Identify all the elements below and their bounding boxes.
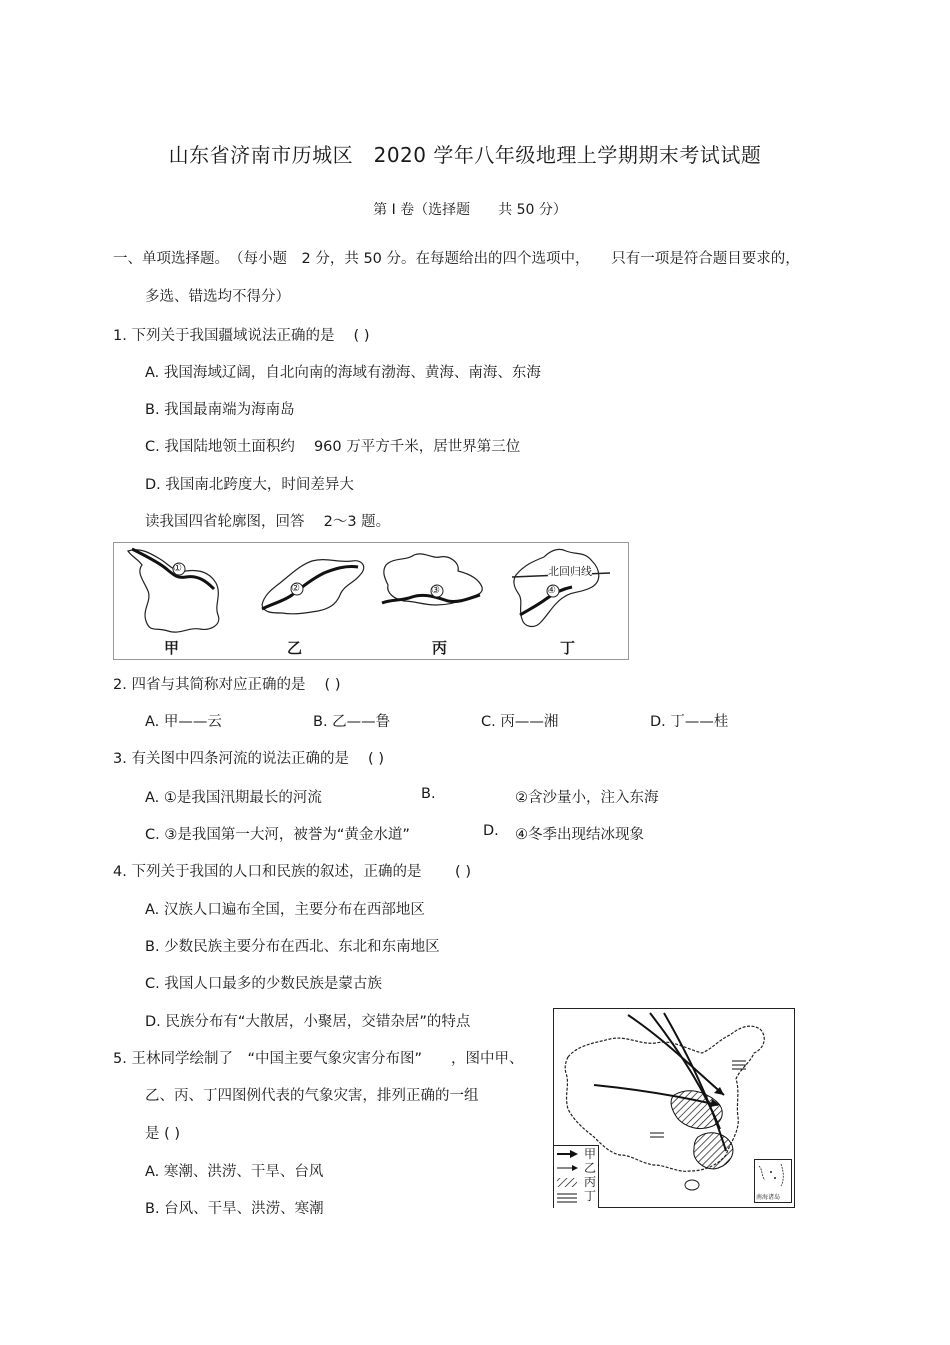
q4-option-b: B. 少数民族主要分布在西北、东北和东南地区 xyxy=(145,939,440,955)
weather-disaster-map xyxy=(553,1008,795,1208)
inset-islands xyxy=(755,1160,789,1190)
section-heading: 一、单项选择题。 （每小题 2 分，共 50 分。在每题给出的四个选项中， 只有一项是符合题目要求的， xyxy=(113,251,800,267)
q1-option-d: D. 我国南北跨度大，时间差异大 xyxy=(145,477,354,493)
q3-option-c: C. ③是我国第一大河，被誉为“黄金水道” xyxy=(145,827,410,843)
section-subtitle: 第 I 卷（选择题 共 50 分） xyxy=(373,202,567,218)
province-outlines-svg xyxy=(114,543,630,661)
q3-option-d-letter: D. xyxy=(483,823,499,839)
q3-stem: 3. 有关图中四条河流的说法正确的是 ( ) xyxy=(113,751,384,767)
q2-option-b: B. 乙——鲁 xyxy=(313,714,391,730)
q5-stem-line2: 乙、丙、丁四图例代表的气象灾害，排列正确的一组 xyxy=(145,1088,479,1104)
q2-option-d: D. 丁——桂 xyxy=(650,714,729,730)
legend-label-yi: 乙 xyxy=(583,1161,596,1175)
q1-option-c: C. 我国陆地领土面积约 960 万平方千米，居世界第三位 xyxy=(145,439,521,455)
province-label-bing: 丙 xyxy=(432,639,448,657)
province-label-jia: 甲 xyxy=(164,639,180,657)
section-heading-cont: 多选、错选均不得分） xyxy=(145,289,290,305)
river-label-1: ① xyxy=(173,563,182,574)
inset-label: 南海诸岛 xyxy=(756,1194,781,1201)
page-title: 山东省济南市历城区 2020 学年八年级地理上学期期末考试试题 xyxy=(168,143,762,167)
river-label-3: ③ xyxy=(431,585,440,596)
reading-note: 读我国四省轮廓图，回答 2～3 题。 xyxy=(145,514,391,530)
legend-label-bing: 丙 xyxy=(583,1175,596,1189)
q5-option-b: B. 台风、干旱、洪涝、寒潮 xyxy=(145,1201,324,1217)
tropic-of-cancer-label: 北回归线 xyxy=(548,565,592,578)
q4-option-c: C. 我国人口最多的少数民族是蒙古族 xyxy=(145,976,382,992)
q3-option-b: ②含沙量小，注入东海 xyxy=(515,790,659,806)
legend-label-ding: 丁 xyxy=(583,1189,596,1203)
q5-stem-line3: 是 ( ) xyxy=(145,1126,181,1142)
q4-option-a: A. 汉族人口遍布全国，主要分布在西部地区 xyxy=(145,902,425,918)
q3-option-d: ④冬季出现结冰现象 xyxy=(515,827,644,843)
legend-symbols xyxy=(556,1146,580,1208)
province-label-yi: 乙 xyxy=(287,639,303,657)
q4-stem: 4. 下列关于我国的人口和民族的叙述，正确的是 ( ) xyxy=(113,864,471,880)
q3-option-b-letter: B. xyxy=(421,786,436,802)
q2-option-c: C. 丙——湘 xyxy=(481,714,559,730)
q1-option-a: A. 我国海域辽阔，自北向南的海域有渤海、黄海、南海、东海 xyxy=(145,365,541,381)
legend-label-jia: 甲 xyxy=(583,1147,596,1161)
province-outlines-figure xyxy=(113,542,629,660)
map-legend xyxy=(554,1145,599,1208)
q2-stem: 2. 四省与其简称对应正确的是 ( ) xyxy=(113,677,341,693)
q4-option-d: D. 民族分布有“大散居，小聚居，交错杂居”的特点 xyxy=(145,1014,471,1030)
river-label-2: ② xyxy=(291,583,300,594)
q5-stem-line1: 5. 王林同学绘制了 “中国主要气象灾害分布图” ，图中甲、 xyxy=(113,1051,524,1067)
province-label-ding: 丁 xyxy=(560,639,576,657)
q3-option-a: A. ①是我国汛期最长的河流 xyxy=(145,790,322,806)
q1-stem: 1. 下列关于我国疆域说法正确的是 ( ) xyxy=(113,328,370,344)
south-china-sea-inset xyxy=(754,1159,792,1203)
q2-option-a: A. 甲——云 xyxy=(145,714,222,730)
river-label-4: ④ xyxy=(547,585,556,596)
q1-option-b: B. 我国最南端为海南岛 xyxy=(145,402,295,418)
q5-option-a: A. 寒潮、洪涝、干旱、台风 xyxy=(145,1164,324,1180)
